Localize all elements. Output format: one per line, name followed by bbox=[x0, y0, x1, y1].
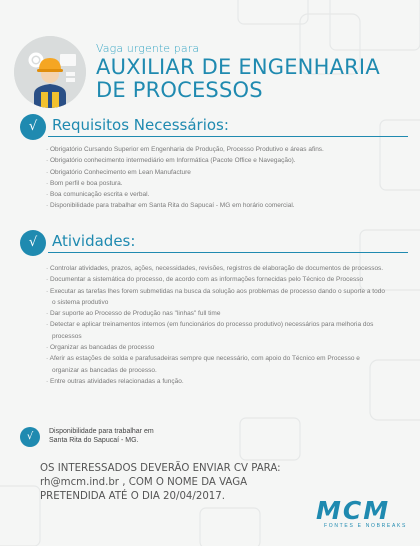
check-badge-icon: √ bbox=[20, 230, 46, 256]
availability-line-2: Santa Rita do Sapucaí - MG. bbox=[49, 437, 139, 444]
requirements-list bbox=[46, 144, 376, 212]
requirements-divider bbox=[48, 136, 408, 137]
list-item: · Obrigatório conhecimento intermediário em Informática (Pacote Office e Navegação). bbox=[46, 155, 376, 166]
title-line-1: AUXILIAR DE ENGENHARIA bbox=[96, 55, 380, 79]
footer-line-3: PRETENDIDA ATÉ O DIA 20/04/2017. bbox=[40, 491, 226, 502]
activities-title: Atividades: bbox=[52, 232, 136, 250]
check-badge-icon: √ bbox=[20, 427, 40, 447]
title-line-2: DE PROCESSOS bbox=[96, 78, 263, 102]
availability-line-1: Disponibilidade para trabalhar em bbox=[49, 428, 154, 435]
logo-wordmark: MCM bbox=[316, 496, 391, 525]
list-item: · Documentar a sistemática do processo, de acordo com as informações fornecidas pelo Técnico de Processo bbox=[46, 274, 386, 285]
application-instructions bbox=[40, 462, 281, 504]
page-title bbox=[96, 56, 380, 102]
availability-note bbox=[20, 427, 320, 457]
list-item: · Organizar as bancadas de processo bbox=[46, 342, 386, 353]
check-badge-icon: √ bbox=[20, 114, 46, 140]
list-item: · Entre outras atividades relacionadas a função. bbox=[46, 376, 386, 387]
activities-list bbox=[46, 263, 386, 387]
engineer-worker-icon bbox=[14, 36, 86, 108]
activities-heading bbox=[20, 230, 410, 256]
company-logo bbox=[316, 496, 408, 533]
requirements-heading bbox=[20, 114, 410, 140]
list-item: · Obrigatório Conhecimento em Lean Manufacture bbox=[46, 167, 376, 178]
activities-divider bbox=[48, 252, 408, 253]
list-item: · Executar as tarefas lhes forem submetidas na busca da solução aos problemas de processo dando o suporte a todo o sistema produtivo bbox=[46, 286, 386, 309]
availability-text bbox=[49, 427, 154, 445]
subtitle: Vaga urgente para bbox=[96, 42, 200, 55]
list-item: · Disponibilidade para trabalhar em Santa Rita do Sapucaí - MG em horário comercial. bbox=[46, 200, 376, 211]
list-item: · Dar suporte ao Processo de Produção nas "linhas" full time bbox=[46, 308, 386, 319]
header bbox=[14, 36, 414, 108]
footer-line-2: rh@mcm.ind.br , COM O NOME DA VAGA bbox=[40, 477, 248, 488]
list-item: · Aferir as estações de solda e parafusadeiras sempre que necessário, com apoio do Técnico em Processo e organizar as bancadas de processo. bbox=[46, 353, 386, 376]
list-item: · Boa comunicação escrita e verbal. bbox=[46, 189, 376, 200]
list-item: · Bom perfil e boa postura. bbox=[46, 178, 376, 189]
list-item: · Detectar e aplicar treinamentos internos (em funcionários do processo produtivo) necessários para melhoria dos processos bbox=[46, 319, 386, 342]
requirements-title: Requisitos Necessários: bbox=[52, 116, 229, 134]
list-item: · Obrigatório Cursando Superior em Engenharia de Produção, Processo Produtivo e áreas afins. bbox=[46, 144, 376, 155]
footer-line-1: OS INTERESSADOS DEVERÃO ENVIAR CV PARA: bbox=[40, 463, 281, 474]
logo-tagline: FONTES E NOBREAKS bbox=[324, 523, 408, 529]
list-item: · Controlar atividades, prazos, ações, necessidades, revisões, registros de elaboração de documentos de processos. bbox=[46, 263, 386, 274]
